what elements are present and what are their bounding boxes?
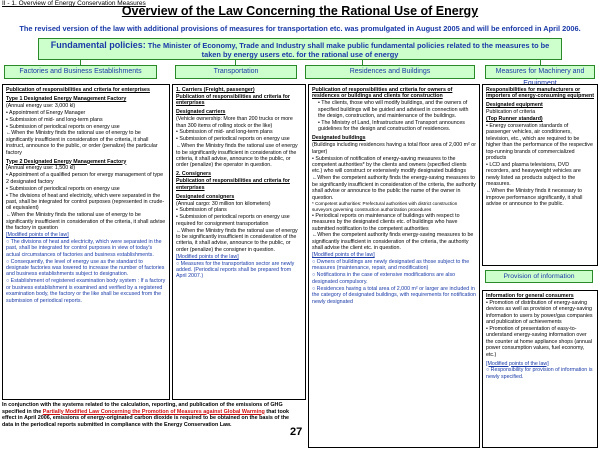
designated-buildings-note: (Buildings including residences having a total floor area of 2,000 m² or larger) [312, 142, 477, 155]
modified-point: ○ Owners of buildings are newly designated as those subject to the measures (maintenance, repair, and modification) [312, 259, 470, 272]
global-warming-law-link: Partially Modified Law Concerning the Promotion of Measures against Global Warming [42, 408, 265, 415]
machinery-box [482, 84, 598, 266]
residences-box [308, 84, 480, 448]
list-item: • Appointment of Energy Manager [6, 109, 86, 116]
list-item: • Submission of mid- and long-term plans [176, 129, 273, 136]
provision-of-information-header: Provision of information [485, 270, 593, 283]
modified-point: ○ Measures for the transportation sector are newly added. (Periodical reports shall be prepared from April 2007.) [176, 260, 295, 280]
designated-carriers-title: Designated carriers [176, 109, 226, 116]
list-item: ←When the Ministry finds the rational use of energy to be significantly insufficient in consideration of the criteria, it shall advise the factory in question [6, 212, 166, 232]
carriers-subheading: Publication of responsibilities and criteria for enterprises [176, 93, 290, 107]
column-header-factories: Factories and Business Establishments [4, 65, 157, 79]
designated-equipment-title: Designated equipment [486, 102, 543, 109]
top-runner-label: (Top Runner standard) [486, 116, 543, 123]
list-item: (Vehicle ownership: More than 200 trucks or more than 300 items of rolling stock or the like) [176, 116, 293, 129]
residences-heading: Publication of responsibilities and criteria for owners of residences or buildings and clients for construction [312, 87, 453, 100]
list-item: • Submission of mid- and long-term plans [6, 116, 103, 123]
list-item: ←When the Ministry finds the rational use of energy to be significantly insufficient in consideration of the criteria, it shall advise, announce to the public, or order (penalize) the operator in question. [176, 143, 298, 169]
page-title: Overview of the Law Concerning the Rational Use of Energy [121, 4, 479, 18]
list-item: • The divisions of heat and electricity, which were separated in the past, shall be integrated for control purposes (represented in crude-oil equivalent) [6, 192, 165, 212]
type1-title: Type 1 Designated Energy Management Factory [6, 95, 127, 102]
list-item: • Submission of periodical reports on energy use [6, 185, 120, 192]
consigners-heading: 2. Consigners [176, 171, 212, 178]
modified-point: ○ Establishment of registered examination body system : If a factory or business establishment is examined and verified by a registered examination body, the factory or the like shall be excused from the submission of periodical reports. [6, 278, 166, 304]
machinery-heading: Responsibilities for manufacturers or importers of energy-consuming equipment [486, 87, 595, 100]
modified-points-label: [Modified points of the law] [312, 252, 375, 259]
column-header-residences: Residences and Buildings [305, 65, 475, 79]
modified-point: ○ The divisions of heat and electricity, which were separated in the past, shall be integrated for control purposes in view of today's actual circumstances of factories and business establishments. [6, 238, 162, 258]
section-label: II - 1. Overview of Energy Conservation Measures [2, 0, 146, 7]
page-number: 27 [290, 426, 303, 438]
list-item: • The clients, those who will modify buildings, and the owners of specified buildings will be guided and advised in connection with the design, construction, and maintenance of the buildings. [318, 100, 469, 120]
subtitle: The revised version of the law with additional provisions of measures for transportation etc. was promulgated in August 2005 and will be enforced in April 2006. [19, 24, 581, 33]
carriers-heading: 1. Carriers (Freight, passenger) [176, 87, 255, 93]
fundamental-policies-label: Fundamental policies: [50, 40, 146, 50]
modified-point: ○ Notifications in the case of extensive modifications are also designated compulsory. [312, 272, 456, 285]
list-item: • Submission of plans [176, 207, 227, 214]
bottom-note [2, 402, 298, 428]
list-item: • Promotion of distribution of energy-saving devices as well as provision of energy-saving information to users by power/gas companies and publication of achievements [486, 299, 593, 326]
modified-point: ○ Consequently, the level of energy use as the standard to designate factories was lowered to increase the number of factories and business establishments subject to designation. [6, 258, 165, 278]
list-item: • Appointment of a qualified person for energy management of type 2 designated factory [6, 172, 164, 185]
modified-points-label: [Modified points of the law] [176, 253, 239, 260]
information-box [482, 290, 598, 448]
list-item: • LCD and plasma televisions, DVD recorders, and heavyweight vehicles are newly listed as products subject to the measures. [486, 161, 581, 188]
list-item: • Promotion of presentation of easy-to-understand energy-saving information over the counter at home appliance shops (annual power consumption values, fuel economy, etc.) [486, 326, 593, 358]
list-item: • Submission of periodical reports on energy use [6, 123, 120, 130]
list-item: ←When the Ministry finds the rational use of energy to be significantly insufficient in consideration of the criteria, it shall advise, announce to the public, or order (penalize) the consigner in question. [176, 227, 298, 253]
modified-point: ○ Responsibility for provision of information is newly specified. [486, 367, 593, 380]
fundamental-policies-box [38, 38, 562, 60]
column-header-machinery: Measures for Machinery and [485, 65, 595, 79]
bottom-note-text: In conjunction with the systems related to the calculation, reporting, and publication of the emissions of GHG specified in the [2, 402, 283, 415]
type1-usage: (Annual energy use: 3,000 kl) [6, 102, 76, 109]
modified-points-label: [Modified points of the law] [6, 232, 69, 239]
list-item: ←When the competent authority finds energy-saving measures to be significantly insufficient in consideration of the criteria, the authority shall advise the client etc. in question. [312, 232, 474, 252]
list-item: • Energy conservation standards of passenger vehicles, air conditioners, television, etc., which are required to be higher than the performance of the respective top-running brands of commercialized products [486, 123, 593, 162]
list-item: • Submission of periodical reports on energy use required for consignment transportation [176, 214, 290, 227]
fundamental-policies-text: The Minister of Economy, Trade and Industry shall make public fundamental policies related to the measures to be taken by energy users etc. for the rational use of energy [147, 41, 550, 59]
list-item: • Periodical reports on maintenance of buildings with respect to measures by the designated clients etc. of buildings who have submitted notification to the competent authorities [312, 212, 460, 232]
factories-box [2, 84, 170, 400]
list-item: • The Ministry of Land, Infrastructure and Transport announces guidelines for the design and construction of residences. [318, 120, 465, 133]
designated-consigners-title: Designated consigners [176, 193, 235, 200]
list-item: • Submission of periodical reports on energy use [176, 136, 290, 143]
transportation-box [172, 84, 306, 400]
type2-usage: (Annual energy use: 1,500 kl) [6, 165, 76, 172]
modified-point: ○ Residences having a total area of 2,000 m² or larger are included in the category of designated buildings, with requirements for notification newly designated [312, 285, 477, 305]
modified-points-label: [Modified points of the law] [486, 360, 549, 367]
consigners-subheading: Publication of responsibilities and criteria for enterprises [176, 178, 290, 191]
column-header-transportation: Transportation [175, 65, 297, 79]
footnote: * Competent authorities: Prefectural authorities with district construction surveyors governing construction authorization procedures [312, 201, 458, 212]
publication-of-criteria: Publication of criteria [486, 109, 536, 116]
designated-buildings-title: Designated buildings [312, 135, 366, 142]
list-item: ←When the Ministry finds it necessary to improve performance significantly, it shall advise or announce to the public. [486, 188, 583, 207]
information-heading: Information for general consumers [486, 293, 574, 299]
bottom-note-text: that took effect in April 2006, emissions of energy-originated carbon dioxide is required to be obtained on the basis of the data in the periodical reports submitted in compliance with the Energy Conservation Law. [2, 408, 290, 428]
type2-title: Type 2 Designated Energy Management Factory [6, 158, 127, 165]
factories-heading: Publication of responsibilities and criteria for enterprises [6, 87, 150, 93]
list-item: • Submission of notification of energy-saving measures to the competent authorities* by the clients and owners (specified clients etc.) who will construct or extensively modify designated buildings [312, 155, 467, 175]
list-item: (Annual cargo: 30 million ton kilometers) [176, 200, 271, 207]
list-item: ←When the competent authority finds the energy-saving measures to be significantly insufficient in consideration of the criteria, the authority shall advise or announce to the public the name of the owner in question. [312, 175, 476, 201]
list-item: ←When the Ministry finds the rational use of energy to be significantly insufficient in consideration of the criteria, it shall instruct, announce to the public, or order (penalize) the particular factory [6, 130, 158, 156]
